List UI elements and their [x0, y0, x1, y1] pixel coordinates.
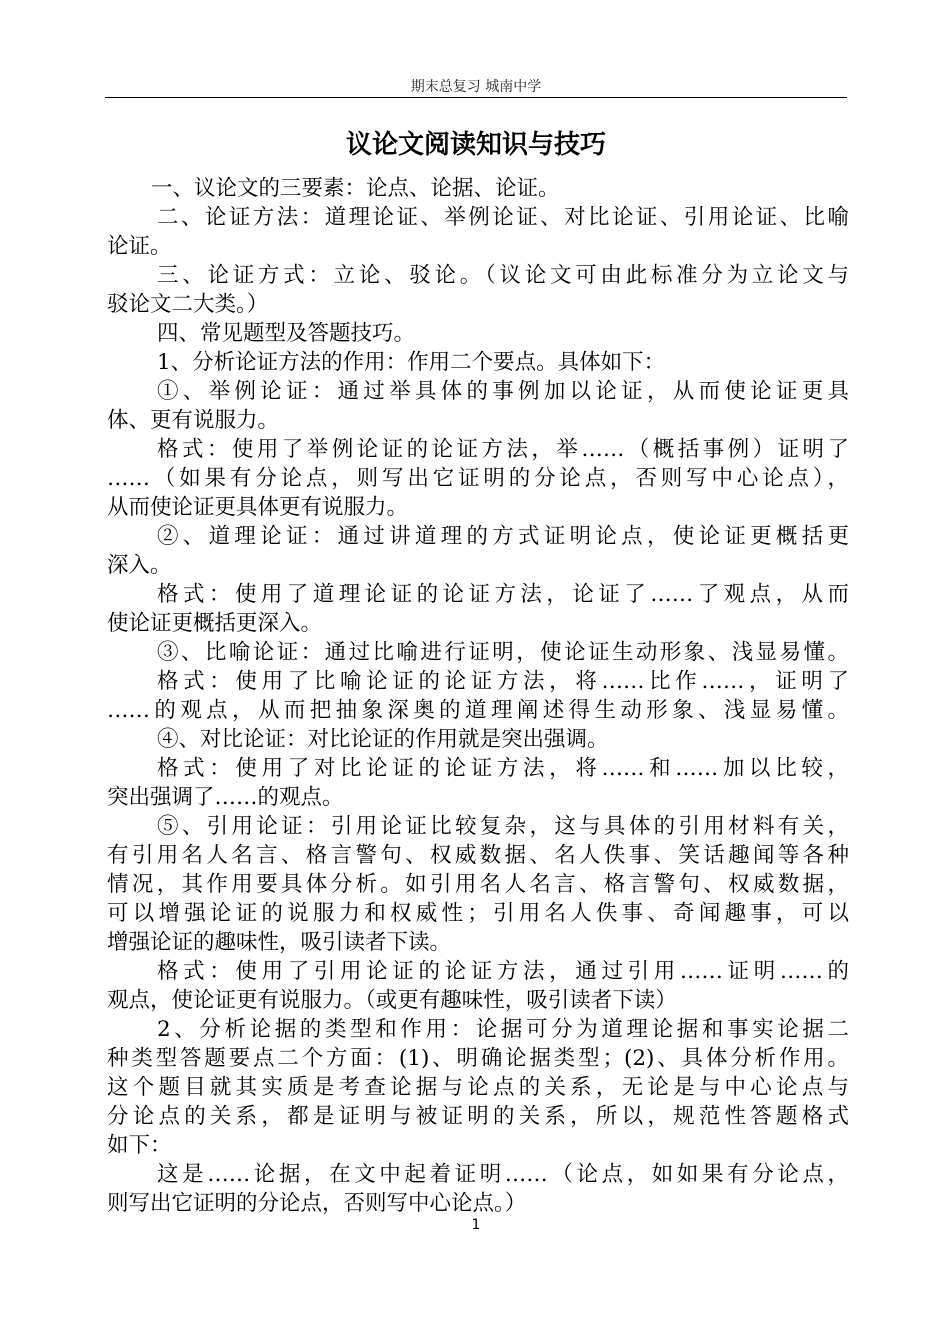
paragraph-line: 从而使论证更具体更有说服力。 — [107, 495, 409, 520]
paragraph-line: 三、论证方式：立论、驳论。（议论文可由此标准分为立论文与 — [157, 263, 849, 288]
paragraph-line: 这是……论据，在文中起着证明……（论点，如如果有分论点， — [157, 1162, 849, 1187]
paragraph-line: ⑤、引用论证：引用论证比较复杂，这与具体的引用材料有关， — [157, 814, 849, 839]
paragraph-line: 二、论证方法：道理论证、举例论证、对比论证、引用论证、比喻 — [157, 205, 849, 230]
paragraph-line: 2、分析论据的类型和作用：论据可分为道理论据和事实论据二 — [157, 1017, 849, 1042]
paragraph-line: 情况，其作用要具体分析。如引用名人名言、格言警句、权威数据， — [107, 872, 849, 897]
paragraph-line: ④、对比论证：对比论证的作用就是突出强调。 — [157, 727, 609, 752]
paragraph-line: 如下： — [107, 1133, 172, 1158]
page-number: 1 — [471, 1217, 481, 1233]
paragraph-line: 驳论文二大类。） — [107, 292, 269, 317]
paragraph-line: ③、比喻论证：通过比喻进行证明，使论证生动形象、浅显易懂。 — [157, 640, 849, 665]
header-divider — [105, 97, 847, 98]
paragraph-line: 这个题目就其实质是考查论据与论点的关系，无论是与中心论点与 — [107, 1075, 849, 1100]
paragraph-line: ……的观点，从而把抽象深奥的道理阐述得生动形象、浅显易懂。 — [107, 698, 849, 723]
page-header: 期末总复习 城南中学 — [410, 79, 542, 95]
paragraph-line: 格式：使用了引用论证的论证方法，通过引用……证明……的 — [157, 959, 849, 984]
paragraph-line: 格式：使用了举例论证的论证方法，举……（概括事例）证明了 — [157, 437, 849, 462]
paragraph-line: 1、分析论证方法的作用：作用二个要点。具体如下： — [157, 350, 666, 375]
paragraph-line: ……（如果有分论点，则写出它证明的分论点，否则写中心论点）， — [107, 466, 849, 491]
paragraph-line: 四、常见题型及答题技巧。 — [157, 321, 416, 346]
paragraph-line: 体、更有说服力。 — [107, 408, 280, 433]
paragraph-line: 使论证更概括更深入。 — [107, 611, 323, 636]
paragraph-line: ②、道理论证：通过讲道理的方式证明论点，使论证更概括更 — [157, 524, 849, 549]
paragraph-line: 格式：使用了比喻论证的论证方法，将……比作……，证明了 — [157, 669, 849, 694]
paragraph-line: 种类型答题要点二个方面：(1)、明确论据类型；(2)、具体分析作用。 — [107, 1046, 849, 1071]
document-body — [107, 174, 849, 1218]
paragraph-line: 格式：使用了对比论证的论证方法，将……和……加以比较， — [157, 756, 849, 781]
paragraph-line: 分论点的关系，都是证明与被证明的关系，所以，规范性答题格式 — [107, 1104, 849, 1129]
paragraph-line: 有引用名人名言、格言警句、权威数据、名人佚事、笑话趣闻等各种 — [107, 843, 849, 868]
paragraph-line: 格式：使用了道理论证的论证方法，论证了……了观点，从而 — [157, 582, 849, 607]
paragraph-line: 论证。 — [107, 234, 172, 259]
paragraph-line: ①、举例论证：通过举具体的事例加以论证，从而使论证更具 — [157, 379, 849, 404]
document-title: 议论文阅读知识与技巧 — [345, 130, 606, 160]
paragraph-line: 深入。 — [107, 553, 172, 578]
paragraph-line: 一、议论文的三要素：论点、论据、论证。 — [151, 176, 560, 201]
paragraph-line: 观点，使论证更有说服力。（或更有趣味性，吸引读者下读） — [107, 988, 677, 1013]
paragraph-line: 突出强调了……的观点。 — [107, 785, 344, 810]
paragraph-line: 可以增强论证的说服力和权威性；引用名人佚事、奇闻趣事，可以 — [107, 901, 849, 926]
paragraph-line: 增强论证的趣味性，吸引读者下读。 — [107, 930, 452, 955]
paragraph-line: 则写出它证明的分论点，否则写中心论点。） — [107, 1191, 527, 1216]
